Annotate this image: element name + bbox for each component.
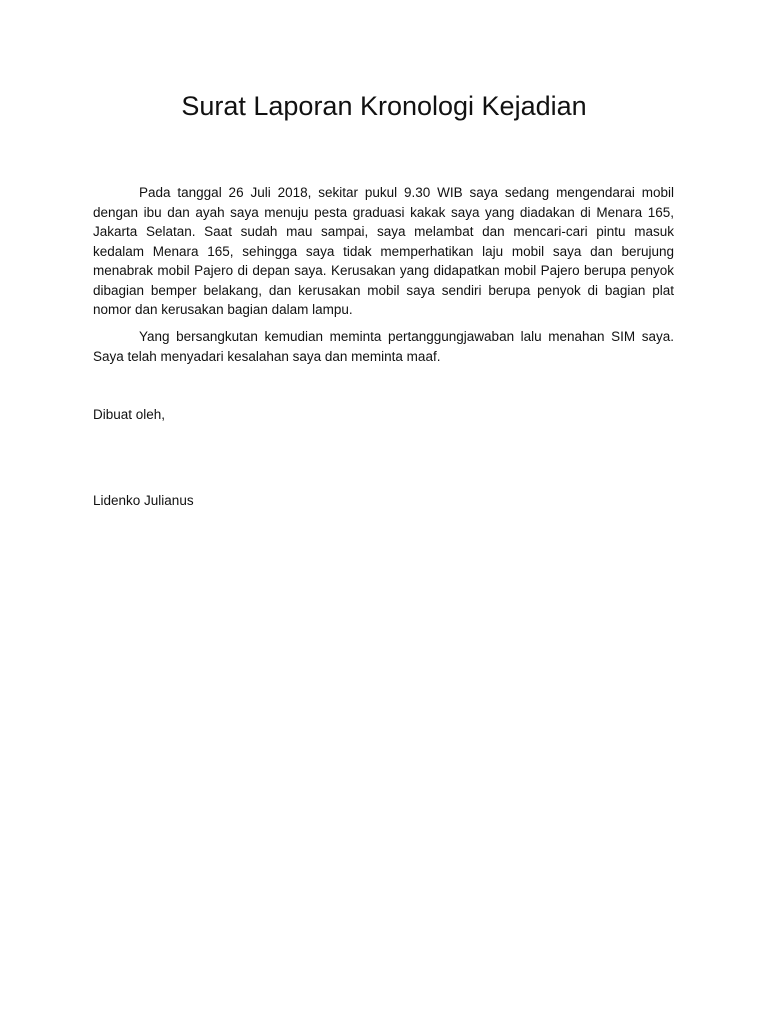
paragraph-responsibility: Yang bersangkutan kemudian meminta pertanggungjawaban lalu menahan SIM saya. Saya telah menyadari kesalahan saya dan meminta maaf. (93, 329, 674, 364)
document-title: Surat Laporan Kronologi Kejadian (181, 91, 587, 121)
signer-name: Lidenko Julianus (93, 493, 194, 508)
paragraph-chronology: Pada tanggal 26 Juli 2018, sekitar pukul 9.30 WIB saya sedang mengendarai mobil dengan ibu dan ayah saya menuju pesta graduasi kakak saya yang diadakan di Menara 165, Jakarta Selatan. Saat sudah mau sampai, saya melambat dan mencari-cari pintu masuk kedalam Menara 165, sehingga saya tidak memperhatikan laju mobil saya dan berujung menabrak mobil Pajero di depan saya. Kerusakan yang didapatkan mobil Pajero berupa penyok dibagian bemper belakang, dan kerusakan mobil saya sendiri berupa penyok di bagian plat nomor dan kerusakan bagian dalam lampu. (93, 185, 674, 317)
closing-line: Dibuat oleh, (93, 407, 166, 422)
